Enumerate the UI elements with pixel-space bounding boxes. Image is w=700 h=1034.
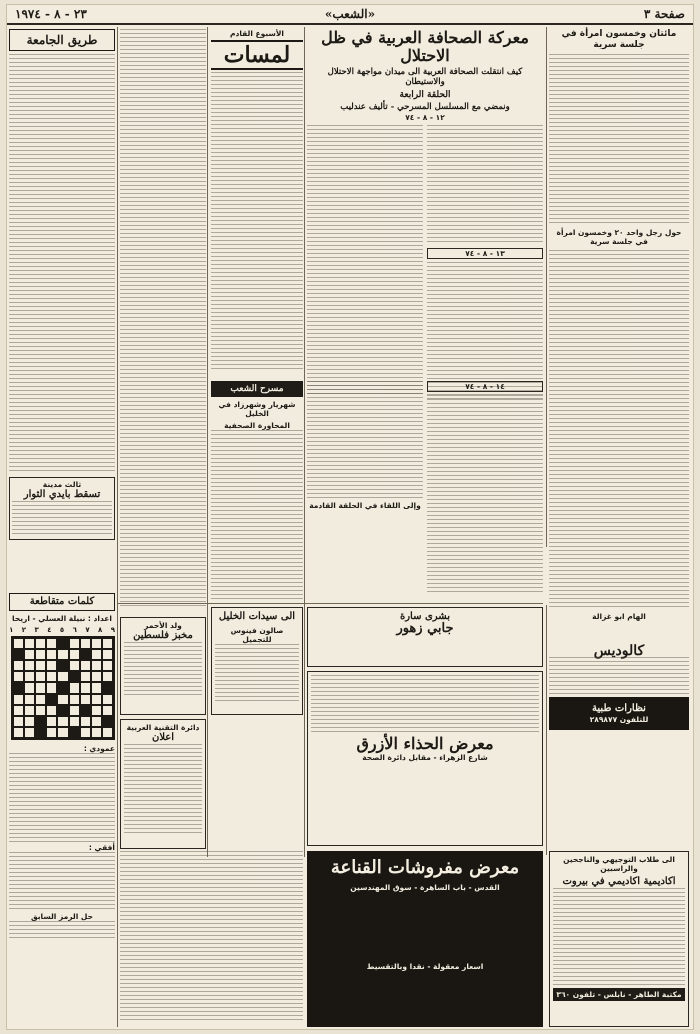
kaludis-ad — [549, 605, 689, 845]
crossword-cell — [24, 716, 35, 727]
crossword-cell — [102, 660, 113, 671]
city-box-sub: تسقط بايدي الثوار — [23, 489, 101, 500]
crossword-cell — [13, 705, 24, 716]
khalil-title: الى سيدات الخليل — [218, 611, 296, 622]
kaludis-phone: للتلفون ٢٨٩٨٧٧ — [589, 715, 649, 724]
crossword-cell — [80, 660, 91, 671]
blue-shoe-address: شارع الزهراء - مقابل دائرة الصحة — [362, 753, 488, 762]
exam-title: الى طلاب التوجيهي والناجحين والراسبين — [563, 855, 675, 873]
palestine-bakery-ad — [120, 617, 206, 715]
crossword-cell — [35, 638, 46, 649]
city-box — [9, 477, 115, 540]
crossword-cell — [46, 649, 57, 660]
crossword-cell — [69, 682, 80, 693]
crossword-cell — [80, 671, 91, 682]
crossword-number: ١ — [9, 626, 14, 634]
date-2: ١٣ - ٨ - ٧٤ — [427, 248, 543, 259]
feature-end-note: وإلى اللقاء في الحلقة القادمة — [309, 501, 421, 510]
crossword-cell — [91, 638, 102, 649]
crossword-cell — [57, 694, 68, 705]
crossword-cell — [35, 671, 46, 682]
crossword-cell — [57, 638, 68, 649]
crossword-cell — [102, 671, 113, 682]
crossword-cell — [69, 638, 80, 649]
jabi-title: جابي زهور — [396, 621, 454, 636]
crossword-cell — [57, 727, 68, 738]
university-column — [9, 29, 115, 589]
crossword-cell — [46, 694, 57, 705]
crossword-cell — [24, 682, 35, 693]
crossword-cell — [91, 649, 102, 660]
crossword-number: ٨ — [98, 626, 103, 634]
theatre-sub: المحاورة الصحفية — [224, 421, 290, 430]
furniture-title: معرض مفروشات القناعة — [330, 857, 520, 878]
bushra-title: بشرى سارة — [399, 611, 451, 622]
crossword-cell — [91, 682, 102, 693]
exam-ad — [549, 851, 689, 1027]
crossword-cell — [102, 694, 113, 705]
crossword — [9, 593, 115, 1027]
crossword-cell — [24, 694, 35, 705]
right-article-title: مائتان وخمسون امرأة في جلسة سرية — [561, 29, 677, 50]
crossword-cell — [57, 705, 68, 716]
main-subhead: كيف انتقلت الصحافة العربية الى ميدان مواجهة الاحتلال والاستيطان — [327, 67, 523, 87]
crossword-cell — [102, 649, 113, 660]
crossword-cell — [102, 682, 113, 693]
side-article — [120, 29, 206, 614]
lamasat-title: لمسات — [211, 40, 303, 70]
main-feature — [307, 29, 543, 379]
crossword-cell — [13, 682, 24, 693]
crossword-cell — [46, 638, 57, 649]
right-article-subtitle: حول رجل واحد ٢٠ وخمسون امرأة في جلسة سرية — [556, 228, 682, 246]
crossword-cell — [24, 727, 35, 738]
crossword-cell — [13, 671, 24, 682]
crossword-cell — [80, 682, 91, 693]
feature-continuation — [307, 381, 543, 601]
kaludis-sub: نظارات طبية — [592, 703, 646, 714]
crossword-cell — [69, 716, 80, 727]
bottom-notices — [120, 851, 303, 1027]
crossword-cell — [80, 638, 91, 649]
crossword-cell — [35, 660, 46, 671]
paper-name: «الشعب» — [324, 7, 376, 21]
crossword-cell — [35, 694, 46, 705]
khalil-sub: صالون فينوس للتجميل — [230, 626, 284, 644]
bushra-ad — [307, 607, 543, 667]
crossword-number: ٣ — [34, 626, 39, 634]
crossword-cell — [69, 694, 80, 705]
crossword-vertical-label: عمودي : — [83, 744, 115, 753]
crossword-cell — [24, 660, 35, 671]
crossword-cell — [80, 716, 91, 727]
crossword-cell — [57, 649, 68, 660]
crossword-cell — [80, 649, 91, 660]
crossword-cell — [102, 705, 113, 716]
crossword-cell — [35, 716, 46, 727]
kaludis-title: كالوديس — [593, 643, 645, 659]
crossword-cell — [91, 660, 102, 671]
main-kicker: ونمضي مع المسلسل المسرحي - تأليف عندليب — [340, 102, 510, 112]
bakery-title: مخبز فلسطين — [133, 630, 193, 641]
crossword-cell — [91, 671, 102, 682]
crossword-cell — [69, 660, 80, 671]
lamasat-column — [211, 29, 303, 379]
crossword-cell — [57, 716, 68, 727]
crossword-cell — [69, 649, 80, 660]
right-article — [549, 29, 689, 621]
wald-title: ولد الأحمر — [144, 621, 182, 630]
crossword-cell — [13, 638, 24, 649]
theatre-section — [211, 381, 303, 601]
city-box-title: ثالث مدينة — [42, 480, 82, 489]
crossword-cell — [102, 727, 113, 738]
crossword-number: ٤ — [47, 626, 52, 634]
crossword-cell — [57, 671, 68, 682]
crossword-cell — [13, 649, 24, 660]
crossword-number: ٩ — [110, 626, 115, 634]
lamasat-tagline: الأسبوع القادم — [230, 29, 284, 38]
crossword-cell — [57, 682, 68, 693]
crossword-cell — [91, 716, 102, 727]
crossword-number: ٦ — [72, 626, 77, 634]
furniture-foot: اسعار معقولة - نقدا وبالتقسيط — [366, 962, 484, 971]
crossword-author: اعداد : نبيلة العسلي - اريحا — [12, 614, 112, 623]
page-header — [7, 5, 693, 25]
furniture-ad — [307, 851, 543, 1027]
crossword-cell — [35, 727, 46, 738]
crossword-cell — [24, 671, 35, 682]
kaludis-banner — [549, 697, 689, 730]
crossword-cell — [13, 727, 24, 738]
crossword-number: ٢ — [21, 626, 27, 634]
crossword-cell — [80, 727, 91, 738]
crossword-cell — [24, 649, 35, 660]
crossword-number: ٧ — [85, 626, 90, 634]
crossword-cell — [69, 727, 80, 738]
crossword-cell — [35, 649, 46, 660]
crossword-cell — [24, 705, 35, 716]
crossword-cell — [46, 727, 57, 738]
newspaper-page — [6, 4, 694, 1030]
crossword-cell — [13, 716, 24, 727]
khalil-ad — [211, 607, 303, 715]
crossword-cell — [80, 694, 91, 705]
crossword-cell — [102, 638, 113, 649]
crossword-cell — [102, 716, 113, 727]
crossword-cell — [24, 638, 35, 649]
date-3: ١٤ - ٨ - ٧٤ — [427, 381, 543, 392]
theatre-label: مسرح الشعب — [211, 381, 303, 397]
blue-shoe-title: معرض الحذاء الأزرق — [356, 734, 494, 753]
announcement-dept: دائرة التقنية العربية — [126, 723, 200, 732]
exam-sub: اكاديمية اكاديمي في بيروت — [562, 876, 676, 887]
date-1: ١٢ - ٨ - ٧٤ — [405, 113, 445, 122]
episode-label: الحلقة الرابعة — [399, 90, 451, 100]
crossword-cell — [69, 671, 80, 682]
page-number: صفحة ٣ — [643, 7, 685, 21]
crossword-cell — [35, 682, 46, 693]
crossword-cell — [57, 660, 68, 671]
crossword-numbers — [9, 626, 115, 634]
crossword-cell — [46, 705, 57, 716]
crossword-cell — [35, 705, 46, 716]
crossword-cell — [46, 671, 57, 682]
crossword-cell — [46, 660, 57, 671]
crossword-cell — [46, 716, 57, 727]
announcement — [120, 719, 206, 849]
right-article-signature: الهام ابو غزالة — [592, 612, 646, 621]
crossword-cell — [91, 705, 102, 716]
library-line: مكتبة الطاهر - نابلس - تلفون ٣٦٠ — [553, 988, 685, 1001]
main-headline: معركة الصحافة العربية في ظل الاحتلال — [321, 28, 529, 65]
crossword-title: كلمات متقاطعة — [9, 593, 115, 611]
crossword-cell — [91, 694, 102, 705]
crossword-cell — [69, 705, 80, 716]
crossword-cell — [13, 694, 24, 705]
theatre-title: شهريار وشهرزاد في الخليل — [218, 400, 296, 418]
crossword-horizontal-label: أفقي : — [88, 843, 115, 852]
crossword-cell — [91, 727, 102, 738]
university-title: طريق الجامعة — [9, 29, 115, 51]
crossword-cell — [13, 660, 24, 671]
crossword-cell — [46, 682, 57, 693]
crossword-grid — [11, 636, 115, 740]
crossword-cell — [80, 705, 91, 716]
furniture-sub: القدس - باب الساهرة - سوق المهندسين — [350, 883, 500, 892]
blue-shoe-ad — [307, 671, 543, 846]
announcement-title: اعلان — [151, 732, 175, 743]
crossword-number: ٥ — [59, 626, 65, 634]
issue-date: ٢٣ - ٨ - ١٩٧٤ — [15, 7, 87, 21]
crossword-solution-label: حل الرمز السابق — [30, 912, 94, 921]
